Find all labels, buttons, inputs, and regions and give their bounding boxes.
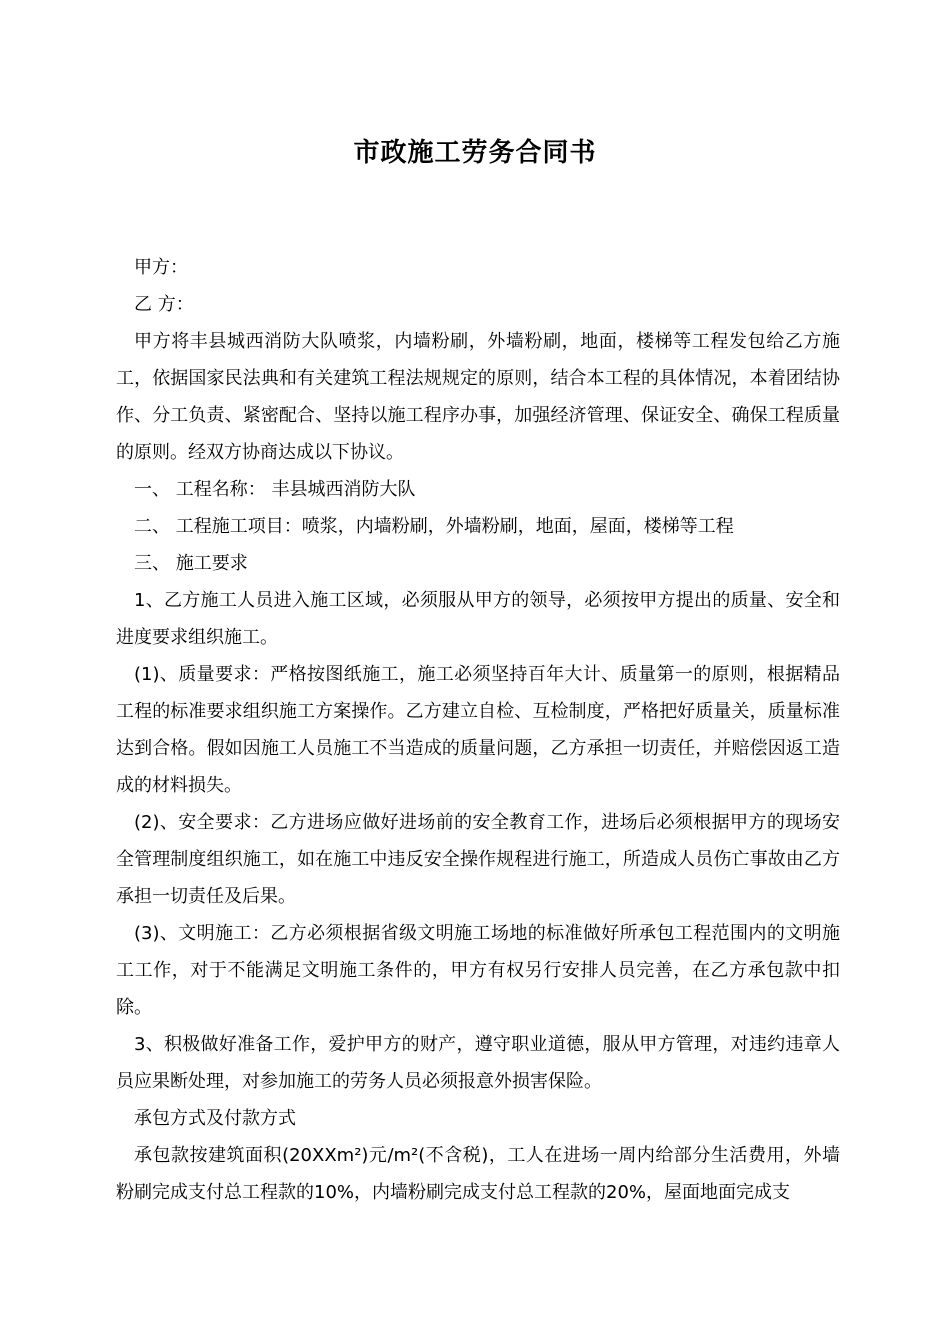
party-b-line: 乙 方：: [134, 294, 194, 315]
intro-paragraph: 甲方将丰县城西消防大队喷浆，内墙粉刷，外墙粉刷，地面，楼梯等工程发包给乙方施工，依据国家民法典和有关建筑工程法规规定的原则，结合本工程的具体情况，本着团结协作、分工负责、紧密配合、坚持以施工程序办事，加强经济管理、保证安全、确保工程质量的原则。经双方协商达成以下协议。: [116, 331, 840, 463]
payment-paragraph: 承包款按建筑面积(20XXm²)元/m²(不含税)，工人在进场一周内给部分生活费用，外墙粉刷完成支付总工程款的10%，内墙粉刷完成支付总工程款的20%，屋面地面完成支: [116, 1145, 840, 1203]
quality-requirement: (1)、质量要求：严格按图纸施工，施工必须坚持百年大计、质量第一的原则，根据精品工程的标准要求组织施工方案操作。乙方建立自检、互检制度，严格把好质量关，质量标准达到合格。假如因施工人员施工不当造成的质量问题，乙方承担一切责任，并赔偿因返工造成的材料损失。: [116, 664, 840, 796]
document-title: 市政施工劳务合同书: [353, 138, 597, 168]
section-payment-heading: 承包方式及付款方式: [134, 1108, 296, 1129]
requirement-1: 1、乙方施工人员进入施工区域，必须服从甲方的领导，必须按甲方提出的质量、安全和进度要求组织施工。: [116, 590, 840, 648]
safety-requirement: (2)、安全要求：乙方进场应做好进场前的安全教育工作，进场后必须根据甲方的现场安全管理制度组织施工，如在施工中违反安全操作规程进行施工，所造成人员伤亡事故由乙方承担一切责任及后果。: [116, 812, 840, 907]
section-project-name: 一、 工程名称： 丰县城西消防大队: [134, 479, 416, 500]
requirement-3: 3、积极做好准备工作，爱护甲方的财产，遵守职业道德，服从甲方管理，对违约违章人员应果断处理，对参加施工的劳务人员必须报意外损害保险。: [116, 1034, 840, 1092]
document-body: [116, 249, 840, 1211]
section-project-items: 二、 工程施工项目：喷浆，内墙粉刷，外墙粉刷，地面，屋面，楼梯等工程: [134, 516, 734, 537]
civilized-construction: (3)、文明施工：乙方必须根据省级文明施工场地的标准做好所承包工程范围内的文明施工工作，对于不能满足文明施工条件的，甲方有权另行安排人员完善，在乙方承包款中扣除。: [116, 923, 840, 1018]
section-construction-requirements: 三、 施工要求: [134, 553, 248, 574]
party-a-line: 甲方：: [134, 257, 188, 278]
